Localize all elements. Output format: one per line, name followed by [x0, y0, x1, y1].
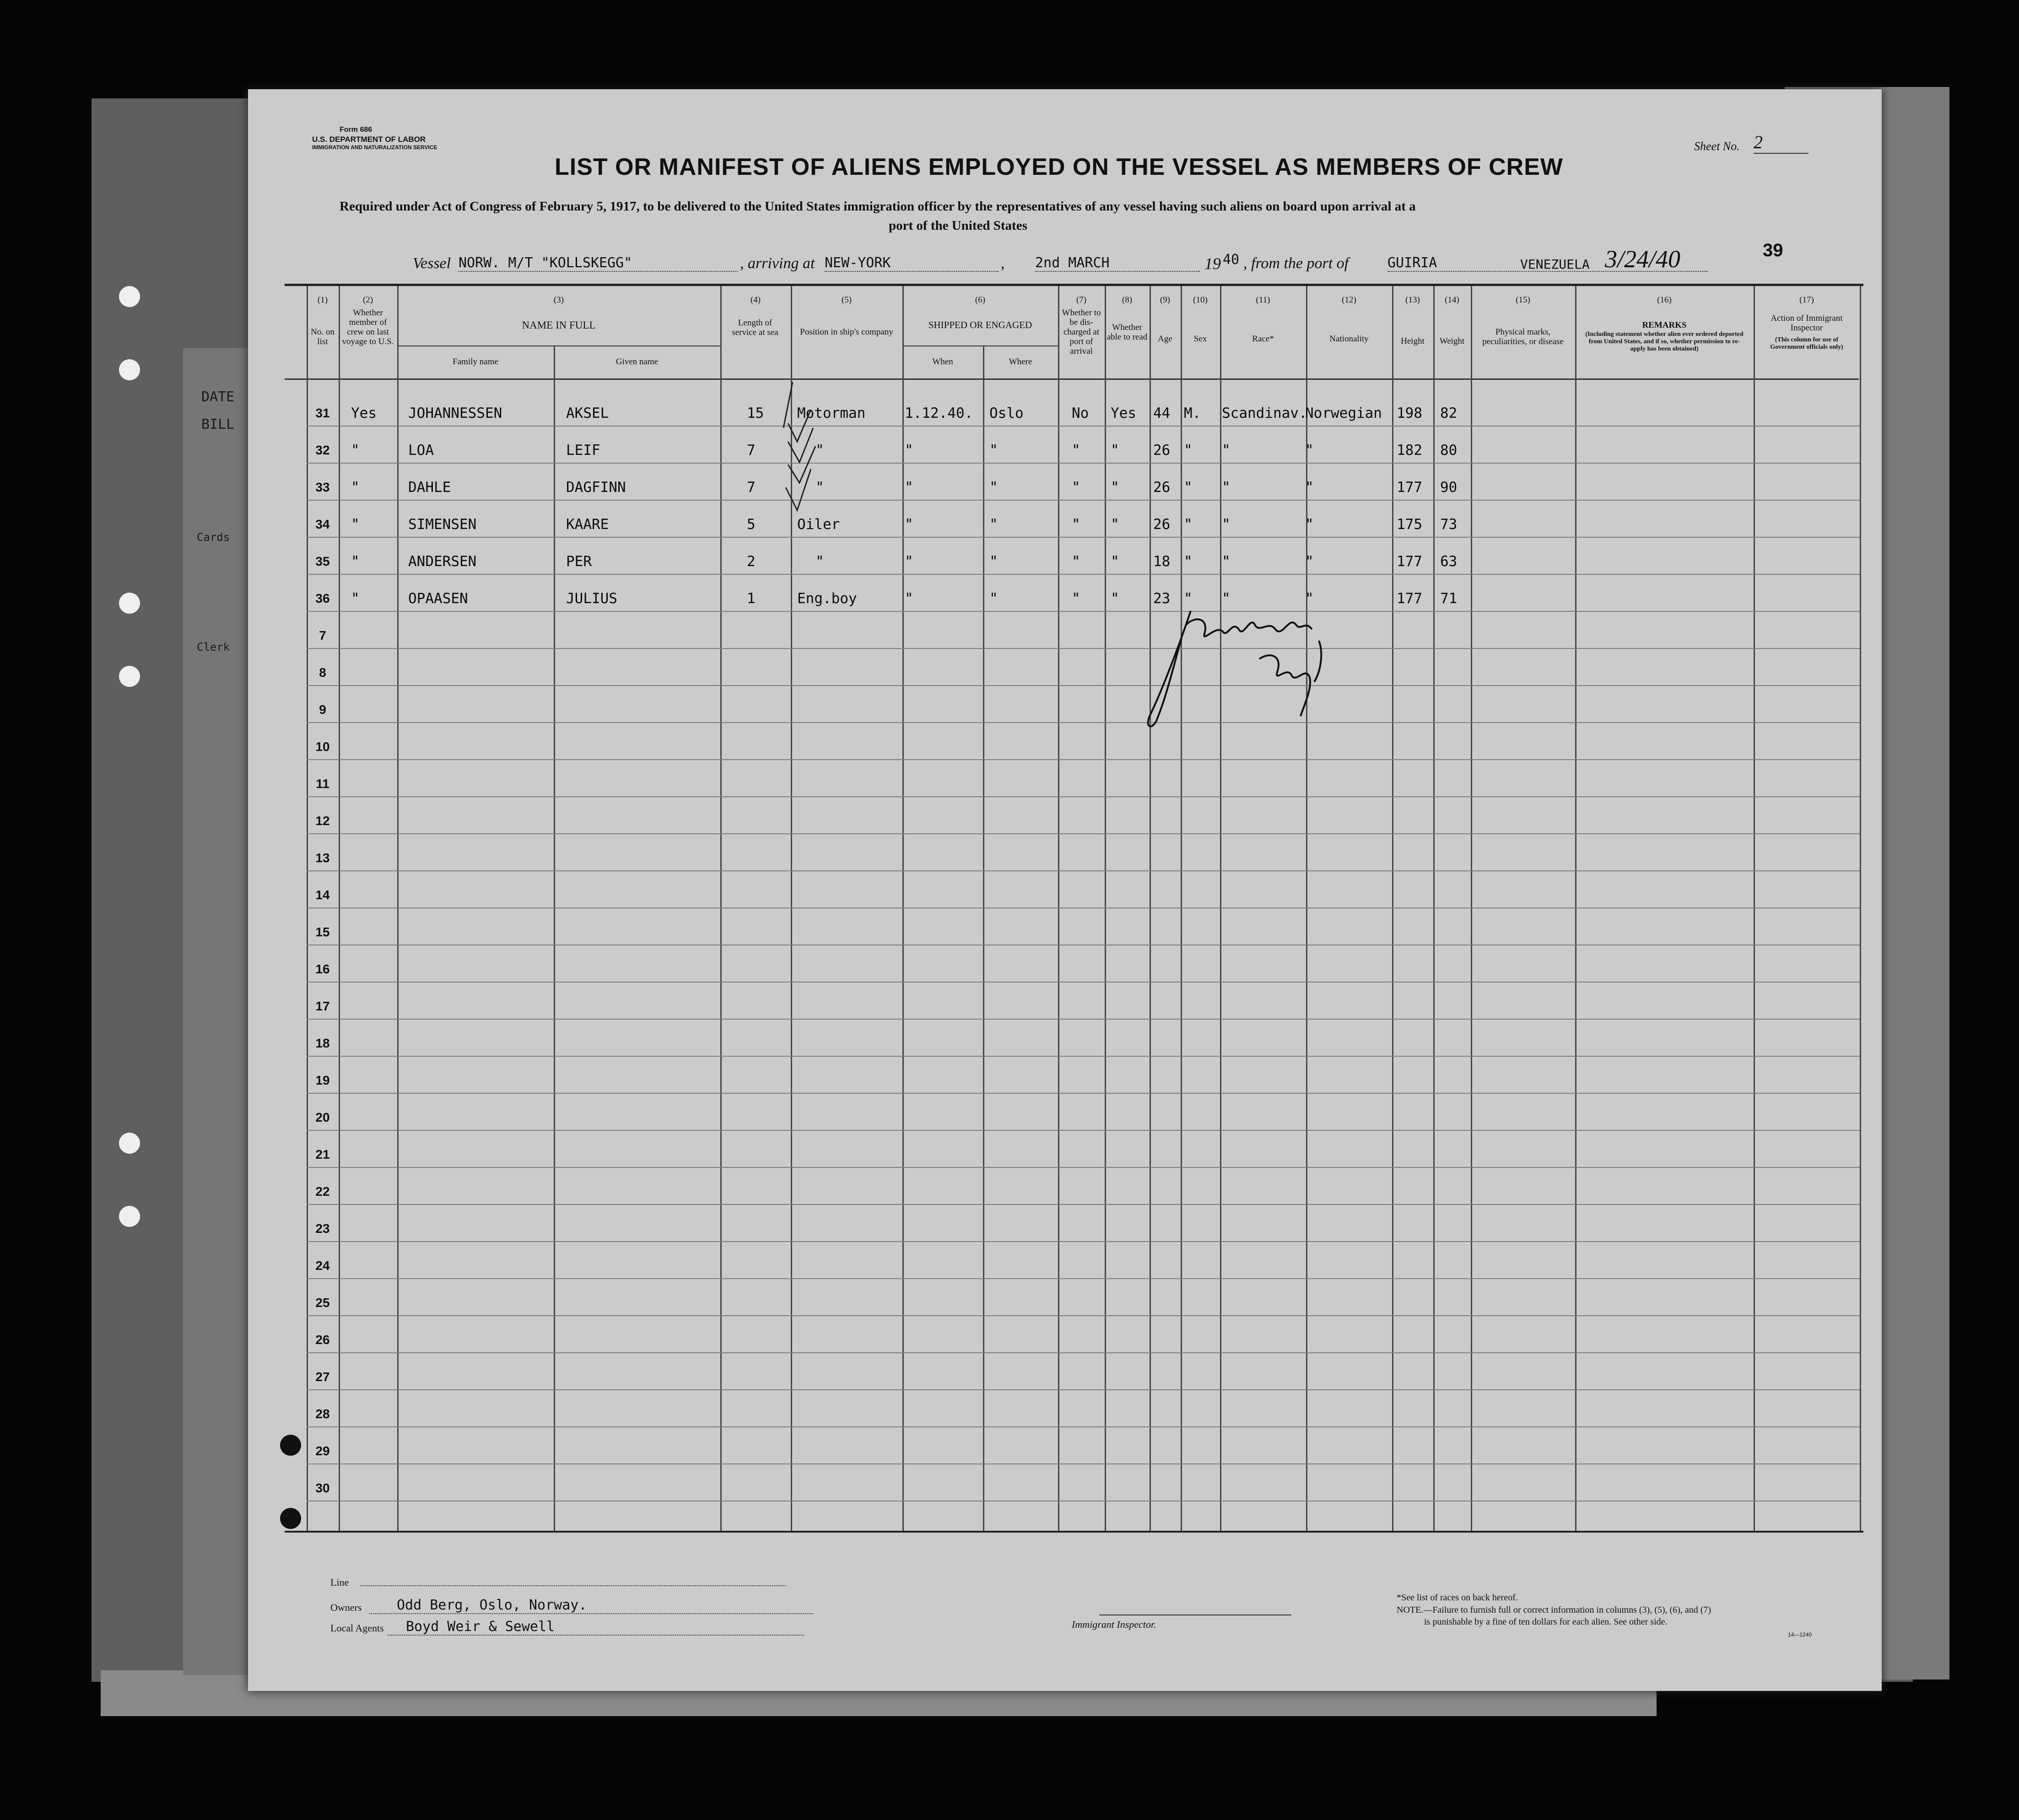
cell-discharged: No	[1072, 405, 1089, 421]
cell-when: "	[905, 516, 913, 533]
arriving-label: , arriving at	[740, 255, 815, 272]
empty-row-number: 17	[315, 999, 330, 1013]
cell-sex: M.	[1184, 405, 1201, 421]
cell-where: Oslo	[989, 405, 1024, 421]
col-divider	[1150, 286, 1151, 1531]
cell-discharged: "	[1072, 479, 1080, 496]
form-number: Form 686	[340, 126, 372, 134]
cell-discharged: "	[1072, 442, 1080, 459]
cell-discharged: "	[1072, 553, 1080, 570]
row-rule	[307, 1389, 1860, 1390]
cell-last-voyage: "	[351, 479, 360, 496]
row-rule	[307, 685, 1860, 686]
cell-race: "	[1222, 442, 1231, 459]
cell-when: 1.12.40.	[905, 405, 973, 421]
form-subtitle: Required under Act of Congress of February 5, 1917, to be delivered to the United States immigration officer by the representatives of any vessel having such aliens on board upon arrival at a	[340, 199, 1416, 214]
row-rule	[307, 1426, 1860, 1427]
cell-race: Scandinav.	[1222, 405, 1307, 421]
arriving-port: NEW-YORK	[825, 255, 999, 272]
cell-age: 26	[1153, 442, 1171, 459]
cell-age: 44	[1153, 405, 1171, 421]
col-divider	[1433, 286, 1435, 1531]
cell-position: "	[815, 442, 824, 459]
col-num: (3)	[553, 295, 564, 305]
col-subheader: Given name	[615, 357, 659, 367]
col-header: SHIPPED OR ENGAGED	[928, 319, 1032, 330]
col-num: (17)	[1799, 295, 1814, 305]
cell-race: "	[1222, 516, 1231, 533]
handwritten-date: 3/24/40	[1605, 245, 1681, 273]
col-header-note: (This column for use of Government officials only)	[1770, 336, 1843, 351]
cell-race: "	[1222, 590, 1231, 607]
cell-read: "	[1111, 553, 1119, 570]
punch-hole	[119, 359, 140, 380]
form-subtitle-2: port of the United States	[889, 218, 1027, 233]
empty-row-number: 16	[315, 962, 330, 976]
col-num: (5)	[841, 295, 852, 305]
row-rule	[307, 759, 1860, 760]
row-number: 34	[315, 517, 330, 531]
row-rule	[307, 833, 1860, 834]
cell-age: 26	[1153, 516, 1171, 533]
year: 40	[1223, 252, 1240, 268]
empty-row-number: 23	[315, 1221, 330, 1236]
col-divider	[1058, 286, 1059, 1531]
empty-row-number: 18	[315, 1036, 330, 1050]
col-header: NAME IN FULL	[522, 319, 596, 331]
empty-row-number: 11	[316, 777, 329, 791]
col-divider	[1575, 286, 1576, 1531]
col-header: Age	[1158, 334, 1172, 344]
vessel-label: Vessel	[413, 255, 451, 272]
line-value	[360, 1585, 786, 1586]
col-divider	[1471, 286, 1472, 1531]
row-rule	[307, 1019, 1860, 1020]
empty-row-number: 13	[315, 851, 330, 865]
col-header: No. on list	[311, 327, 335, 346]
empty-row-number: 15	[315, 925, 330, 939]
row-number: 35	[315, 554, 330, 568]
cell-last-voyage: "	[351, 516, 360, 533]
cell-last-voyage: "	[351, 590, 360, 607]
cell-nationality: "	[1305, 479, 1314, 496]
col-num: (10)	[1193, 295, 1208, 305]
cell-age: 18	[1153, 553, 1171, 570]
col-num: (1)	[317, 295, 328, 305]
row-number: 36	[315, 591, 330, 605]
penalty-note: NOTE.—Failure to furnish full or correct information in columns (3), (5), (6), and (7)	[1397, 1605, 1711, 1615]
col-divider	[902, 286, 904, 1531]
cell-family: JOHANNESSEN	[408, 405, 502, 421]
col-num: (13)	[1405, 295, 1420, 305]
empty-row-number: 28	[315, 1407, 330, 1421]
empty-row-number: 22	[315, 1184, 330, 1199]
cell-weight: 82	[1440, 405, 1458, 421]
col-header: Nationality	[1329, 334, 1369, 344]
cell-sex: "	[1184, 590, 1193, 607]
cell-last-voyage: Yes	[351, 405, 377, 421]
col-header: Whether member of crew on last voyage to U.S.	[342, 308, 394, 346]
cell-family: OPAASEN	[408, 590, 468, 607]
cell-service: 1	[747, 590, 756, 607]
empty-row-number: 27	[315, 1370, 330, 1384]
cell-given: PER	[566, 553, 592, 570]
header-bottom-border	[285, 378, 1859, 380]
cell-when: "	[905, 590, 913, 607]
departure-port: GUIRIA	[1387, 255, 1708, 272]
row-rule	[307, 1093, 1860, 1094]
col-num: (8)	[1122, 295, 1133, 305]
cell-weight: 73	[1440, 516, 1458, 533]
line-label: Line	[330, 1577, 349, 1588]
col-subheader: Family name	[453, 357, 498, 367]
owners-value: Odd Berg, Oslo, Norway.	[369, 1597, 813, 1614]
owners-label: Owners	[330, 1602, 362, 1613]
punch-hole	[119, 286, 140, 307]
cell-discharged: "	[1072, 516, 1080, 533]
cell-when: "	[905, 442, 913, 459]
cell-service: 15	[747, 405, 764, 421]
col-header: Position in ship's company	[800, 327, 893, 337]
col-header-note: (Including statement whether alien ever ordered deported from United States, and if so, whether permission to re-apply has been obtained)	[1585, 331, 1744, 352]
empty-row-number: 30	[315, 1481, 330, 1495]
col-subheader: Where	[1009, 357, 1032, 367]
comma: ,	[1001, 255, 1005, 272]
department: U.S. DEPARTMENT OF LABOR	[312, 135, 426, 144]
row-rule	[307, 1204, 1860, 1205]
col-header: REMARKS	[1642, 320, 1687, 330]
empty-row-number: 25	[315, 1296, 330, 1310]
row-rule	[307, 1352, 1860, 1353]
cell-read: "	[1111, 590, 1119, 607]
cell-weight: 71	[1440, 590, 1458, 607]
arrival-date: 2nd MARCH	[1035, 255, 1200, 272]
empty-row-number: 29	[315, 1444, 330, 1458]
cell-service: 7	[747, 442, 756, 459]
cell-position: Oiler	[797, 516, 840, 533]
cell-when: "	[905, 479, 913, 496]
col-divider	[339, 286, 340, 1531]
cell-height: 177	[1397, 590, 1422, 607]
col-divider	[1860, 286, 1861, 1531]
cell-where: "	[989, 479, 998, 496]
cell-height: 182	[1397, 442, 1422, 459]
col-num: (7)	[1076, 295, 1087, 305]
col-num: (12)	[1342, 295, 1356, 305]
empty-row-number: 8	[319, 665, 326, 680]
col-header: Sex	[1193, 334, 1207, 344]
cell-nationality: Norwegian	[1305, 405, 1382, 421]
col-header: Height	[1401, 336, 1425, 346]
cell-when: "	[905, 553, 913, 570]
cell-given: LEIF	[566, 442, 600, 459]
col-header: Physical marks, peculiarities, or disease	[1482, 327, 1564, 346]
empty-row-number: 9	[319, 702, 326, 717]
col-divider	[1181, 286, 1182, 1531]
col-header: Whether able to read	[1107, 323, 1148, 342]
row-rule	[307, 796, 1860, 797]
col-header: Race*	[1252, 334, 1274, 344]
sheet-number: 2	[1754, 131, 1808, 154]
cell-family: DAHLE	[408, 479, 451, 496]
cell-sex: "	[1184, 442, 1193, 459]
row-rule	[307, 907, 1860, 908]
cell-where: "	[989, 590, 998, 607]
empty-row-number: 20	[315, 1110, 330, 1124]
empty-row-number: 26	[315, 1333, 330, 1347]
cell-sex: "	[1184, 516, 1193, 533]
cell-weight: 90	[1440, 479, 1458, 496]
col-header: Weight	[1439, 336, 1465, 346]
col-num: (11)	[1256, 295, 1270, 305]
row-number: 32	[315, 443, 330, 457]
row-rule	[307, 500, 1860, 501]
empty-row-number: 10	[315, 740, 330, 754]
col-num: (9)	[1160, 295, 1171, 305]
left-note-cards: Cards	[197, 531, 230, 544]
cell-nationality: "	[1305, 516, 1314, 533]
col-header: Action of Immigrant Inspector	[1771, 313, 1843, 333]
row-rule	[307, 1315, 1860, 1316]
cell-family: LOA	[408, 442, 434, 459]
cell-discharged: "	[1072, 590, 1080, 607]
cell-where: "	[989, 442, 998, 459]
inspector-line	[1099, 1614, 1291, 1615]
check-marks	[774, 378, 829, 515]
punch-hole	[119, 1206, 140, 1227]
from-port-label: , from the port of	[1243, 255, 1349, 272]
cell-last-voyage: "	[351, 442, 360, 459]
row-rule	[307, 463, 1860, 464]
year-prefix: 19	[1204, 254, 1221, 273]
form-code: 14—1240	[1788, 1631, 1812, 1638]
punch-hole	[119, 1133, 140, 1154]
col-num: (2)	[362, 295, 373, 305]
empty-row-number: 14	[315, 888, 330, 902]
inspector-signature	[1117, 597, 1355, 771]
cell-weight: 63	[1440, 553, 1458, 570]
row-rule	[307, 1241, 1860, 1242]
table-top-border	[285, 284, 1863, 286]
left-note-bill: BILL	[201, 416, 235, 432]
left-note-date: DATE	[201, 389, 235, 405]
cell-nationality: "	[1305, 442, 1314, 459]
cell-height: 198	[1397, 405, 1422, 421]
empty-row-number: 7	[319, 628, 326, 643]
cell-read: "	[1111, 516, 1119, 533]
cell-last-voyage: "	[351, 553, 360, 570]
departure-country: VENEZUELA	[1520, 257, 1590, 272]
race-note: *See list of races on back hereof.	[1397, 1593, 1518, 1603]
row-number: 31	[315, 406, 330, 420]
cell-position: Motorman	[797, 405, 866, 421]
cell-height: 177	[1397, 553, 1422, 570]
row-rule	[307, 648, 1860, 649]
punch-hole	[280, 1508, 301, 1529]
col-divider	[397, 286, 399, 1531]
cell-weight: 80	[1440, 442, 1458, 459]
col-divider	[720, 286, 722, 1531]
row-rule	[307, 1056, 1860, 1057]
cell-position: Eng.boy	[797, 590, 857, 607]
cell-family: ANDERSEN	[408, 553, 477, 570]
row-rule	[307, 722, 1860, 723]
col-divider	[1754, 286, 1755, 1531]
agents-label: Local Agents	[330, 1622, 384, 1634]
empty-row-number: 12	[315, 814, 330, 828]
form-title: LIST OR MANIFEST OF ALIENS EMPLOYED ON THE VESSEL AS MEMBERS OF CREW	[555, 154, 1563, 180]
col-num: (16)	[1657, 295, 1672, 305]
sheet-label: Sheet No.	[1694, 140, 1740, 153]
col-num: (4)	[750, 295, 761, 305]
cell-sex: "	[1184, 479, 1193, 496]
row-rule	[307, 611, 1860, 612]
col-header: Length of service at sea	[732, 318, 778, 337]
col-num: (15)	[1516, 295, 1530, 305]
cell-nationality: "	[1305, 590, 1314, 607]
cell-given: JULIUS	[566, 590, 617, 607]
cell-service: 2	[747, 553, 756, 570]
punch-hole	[280, 1435, 301, 1456]
agents-value: Boyd Weir & Sewell	[388, 1619, 804, 1636]
col-divider	[1306, 286, 1307, 1531]
col-subheader: When	[932, 357, 953, 367]
col-num: (6)	[975, 295, 986, 305]
cell-where: "	[989, 553, 998, 570]
row-rule	[307, 537, 1860, 538]
row-rule	[307, 574, 1860, 575]
cell-read: Yes	[1111, 405, 1136, 421]
cell-position: "	[815, 479, 824, 496]
empty-row-number: 21	[315, 1147, 330, 1161]
row-rule	[307, 982, 1860, 983]
empty-row-number: 24	[315, 1258, 330, 1273]
cell-race: "	[1222, 553, 1231, 570]
cell-age: 26	[1153, 479, 1171, 496]
service: IMMIGRATION AND NATURALIZATION SERVICE	[312, 144, 437, 151]
cell-read: "	[1111, 479, 1119, 496]
col-num: (14)	[1445, 295, 1459, 305]
vessel-name: NORW. M/T "KOLLSKEGG"	[459, 255, 738, 272]
col-divider	[1105, 286, 1106, 1531]
row-number: 33	[315, 480, 330, 494]
row-rule	[307, 426, 1860, 427]
left-note-clerk: Clerk	[197, 641, 230, 653]
cell-nationality: "	[1305, 553, 1314, 570]
cell-race: "	[1222, 479, 1231, 496]
cell-given: DAGFINN	[566, 479, 626, 496]
page-number: 39	[1763, 240, 1783, 260]
row-rule	[307, 1278, 1860, 1279]
cell-position: "	[815, 553, 824, 570]
row-rule	[307, 1130, 1860, 1131]
row-rule	[307, 1167, 1860, 1168]
table-bottom-border	[285, 1531, 1863, 1533]
cell-given: AKSEL	[566, 405, 609, 421]
col-divider	[1220, 286, 1221, 1531]
empty-row-number: 19	[315, 1073, 330, 1087]
row-rule	[307, 870, 1860, 871]
col-divider	[1392, 286, 1393, 1531]
cell-age: 23	[1153, 590, 1171, 607]
cell-service: 7	[747, 479, 756, 496]
cell-service: 5	[747, 516, 756, 533]
cell-family: SIMENSEN	[408, 516, 477, 533]
cell-given: KAARE	[566, 516, 609, 533]
cell-where: "	[989, 516, 998, 533]
cell-height: 177	[1397, 479, 1422, 496]
cell-height: 175	[1397, 516, 1422, 533]
punch-hole	[119, 666, 140, 687]
manifest-sheet	[248, 89, 1882, 1691]
penalty-note-2: is punishable by a fine of ten dollars for each alien. See other side.	[1424, 1617, 1668, 1627]
inspector-label: Immigrant Inspector.	[1072, 1619, 1156, 1630]
col-header: Whether to be dis-charged at port of arrival	[1062, 308, 1101, 356]
punch-hole	[119, 593, 140, 614]
signature-title	[248, 89, 249, 90]
cell-read: "	[1111, 442, 1119, 459]
cell-sex: "	[1184, 553, 1193, 570]
